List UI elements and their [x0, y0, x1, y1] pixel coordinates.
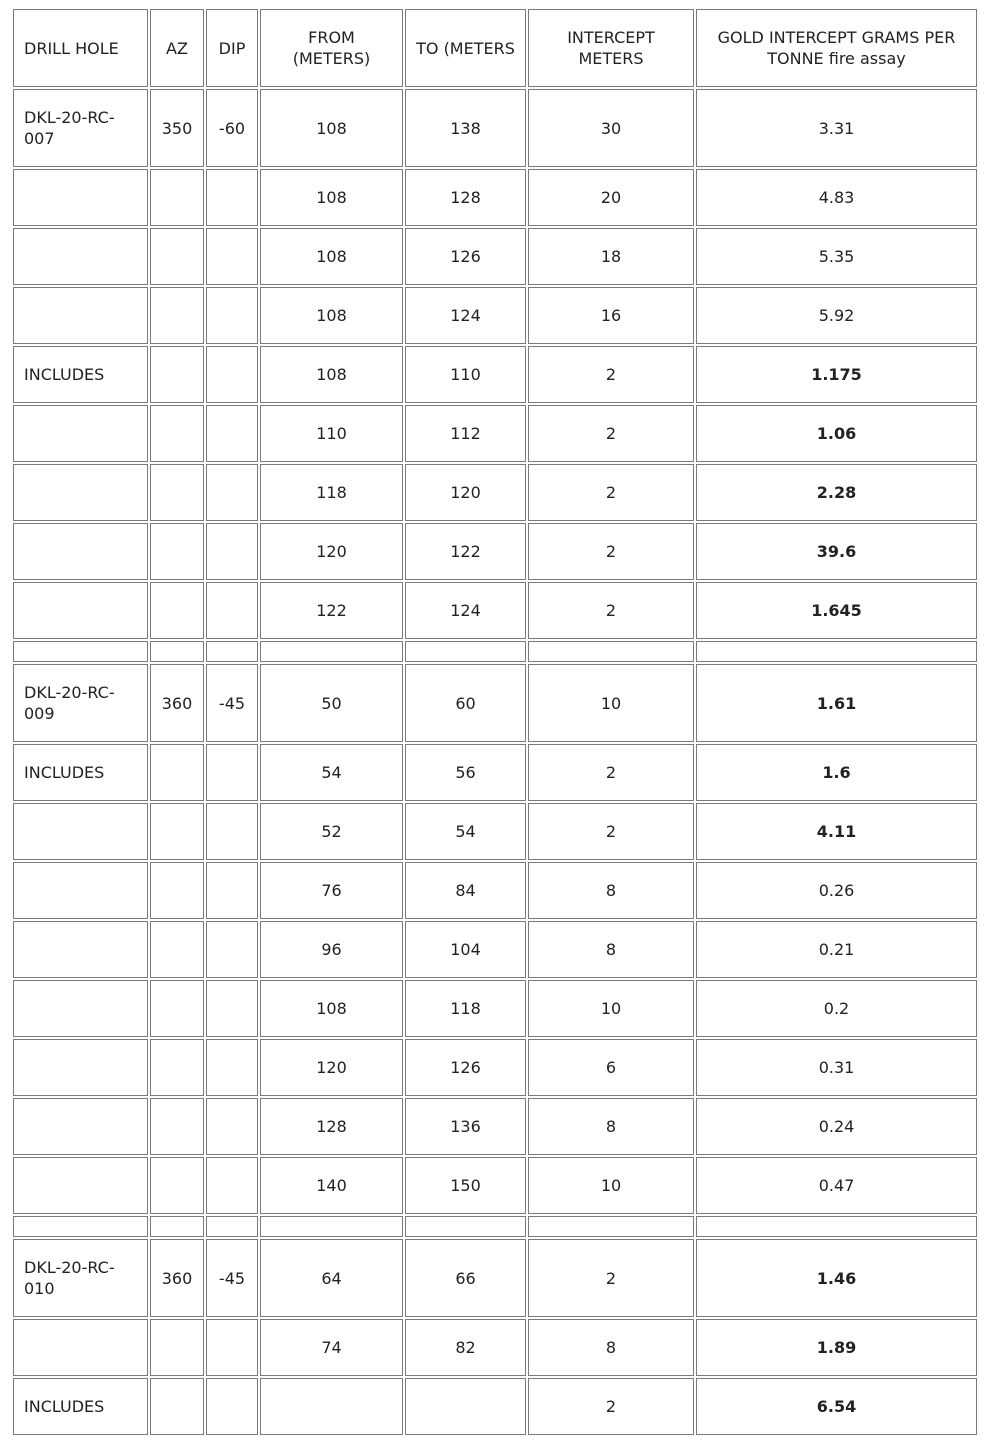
- cell-dip: [206, 744, 258, 801]
- spacer-row: [13, 641, 977, 662]
- cell-from: [260, 1378, 403, 1435]
- cell-intercept: [528, 1216, 694, 1237]
- cell-intercept: 10: [528, 664, 694, 742]
- cell-gold-grade: 1.06: [696, 405, 977, 462]
- cell-dip: -45: [206, 1239, 258, 1317]
- cell-to: 122: [405, 523, 526, 580]
- cell-from: 108: [260, 89, 403, 167]
- cell-dip: [206, 1098, 258, 1155]
- table-row: [13, 1378, 977, 1435]
- cell-from: 118: [260, 464, 403, 521]
- cell-drill-hole: INCLUDES: [13, 346, 148, 403]
- cell-az: [150, 862, 204, 919]
- cell-gold-grade: 6.54: [696, 1378, 977, 1435]
- cell-dip: [206, 464, 258, 521]
- cell-intercept: 2: [528, 523, 694, 580]
- cell-drill-hole: [13, 582, 148, 639]
- cell-az: [150, 1039, 204, 1096]
- cell-dip: [206, 287, 258, 344]
- cell-drill-hole: [13, 287, 148, 344]
- cell-to: 150: [405, 1157, 526, 1214]
- table-row: [13, 744, 977, 801]
- spacer-row: [13, 1216, 977, 1237]
- cell-dip: [206, 1216, 258, 1237]
- cell-from: 96: [260, 921, 403, 978]
- cell-intercept: 20: [528, 169, 694, 226]
- header-row: [13, 9, 977, 87]
- cell-az: [150, 523, 204, 580]
- cell-from: 50: [260, 664, 403, 742]
- cell-az: [150, 803, 204, 860]
- cell-gold-grade: 1.6: [696, 744, 977, 801]
- cell-az: [150, 346, 204, 403]
- cell-drill-hole: [13, 921, 148, 978]
- cell-dip: -45: [206, 664, 258, 742]
- cell-to: 82: [405, 1319, 526, 1376]
- cell-intercept: 2: [528, 582, 694, 639]
- cell-drill-hole: DKL-20-RC-007: [13, 89, 148, 167]
- cell-drill-hole: [13, 862, 148, 919]
- cell-from: 108: [260, 346, 403, 403]
- cell-az: [150, 464, 204, 521]
- cell-to: 120: [405, 464, 526, 521]
- header-to: TO (METERS: [405, 9, 526, 87]
- cell-intercept: 2: [528, 1239, 694, 1317]
- assay-results: [11, 7, 979, 1437]
- cell-gold-grade: 1.175: [696, 346, 977, 403]
- cell-drill-hole: DKL-20-RC-009: [13, 664, 148, 742]
- cell-to: [405, 1378, 526, 1435]
- cell-drill-hole: INCLUDES: [13, 744, 148, 801]
- table-row: [13, 405, 977, 462]
- cell-from: [260, 1216, 403, 1237]
- cell-gold-grade: 4.11: [696, 803, 977, 860]
- table-row: [13, 169, 977, 226]
- cell-dip: [206, 1039, 258, 1096]
- cell-to: 84: [405, 862, 526, 919]
- cell-gold-grade: 0.47: [696, 1157, 977, 1214]
- table-row: [13, 228, 977, 285]
- cell-to: [405, 1216, 526, 1237]
- cell-gold-grade: 1.645: [696, 582, 977, 639]
- table-row: [13, 1039, 977, 1096]
- table-row: [13, 921, 977, 978]
- cell-to: 128: [405, 169, 526, 226]
- cell-dip: [206, 169, 258, 226]
- cell-dip: -60: [206, 89, 258, 167]
- cell-drill-hole: INCLUDES: [13, 1378, 148, 1435]
- cell-az: [150, 1378, 204, 1435]
- cell-intercept: 2: [528, 346, 694, 403]
- header-from: FROM (METERS): [260, 9, 403, 87]
- cell-to: 124: [405, 287, 526, 344]
- cell-drill-hole: [13, 1216, 148, 1237]
- table-row: [13, 664, 977, 742]
- cell-to: 110: [405, 346, 526, 403]
- cell-from: 140: [260, 1157, 403, 1214]
- cell-gold-grade: 0.31: [696, 1039, 977, 1096]
- header-az: AZ: [150, 9, 204, 87]
- cell-drill-hole: [13, 980, 148, 1037]
- cell-intercept: 2: [528, 744, 694, 801]
- cell-dip: [206, 862, 258, 919]
- cell-drill-hole: [13, 641, 148, 662]
- cell-from: 120: [260, 1039, 403, 1096]
- cell-intercept: 10: [528, 980, 694, 1037]
- cell-drill-hole: [13, 169, 148, 226]
- cell-from: 120: [260, 523, 403, 580]
- cell-from: 128: [260, 1098, 403, 1155]
- cell-to: 118: [405, 980, 526, 1037]
- cell-from: 52: [260, 803, 403, 860]
- table-row: [13, 89, 977, 167]
- cell-gold-grade: 0.2: [696, 980, 977, 1037]
- cell-intercept: 8: [528, 1319, 694, 1376]
- cell-az: [150, 921, 204, 978]
- cell-dip: [206, 980, 258, 1037]
- cell-to: 124: [405, 582, 526, 639]
- header-intercept: INTERCEPT METERS: [528, 9, 694, 87]
- cell-dip: [206, 803, 258, 860]
- cell-intercept: [528, 641, 694, 662]
- cell-to: [405, 641, 526, 662]
- cell-drill-hole: [13, 1319, 148, 1376]
- table-row: [13, 980, 977, 1037]
- cell-dip: [206, 582, 258, 639]
- cell-gold-grade: 0.21: [696, 921, 977, 978]
- cell-dip: [206, 523, 258, 580]
- cell-from: 76: [260, 862, 403, 919]
- cell-to: 104: [405, 921, 526, 978]
- cell-to: 126: [405, 1039, 526, 1096]
- cell-to: 66: [405, 1239, 526, 1317]
- cell-intercept: 6: [528, 1039, 694, 1096]
- table-row: [13, 1098, 977, 1155]
- cell-gold-grade: [696, 1216, 977, 1237]
- header-drill-hole: DRILL HOLE: [13, 9, 148, 87]
- cell-to: 54: [405, 803, 526, 860]
- cell-az: [150, 980, 204, 1037]
- cell-to: 136: [405, 1098, 526, 1155]
- cell-from: 110: [260, 405, 403, 462]
- cell-to: 60: [405, 664, 526, 742]
- cell-gold-grade: 2.28: [696, 464, 977, 521]
- table-row: [13, 803, 977, 860]
- cell-az: [150, 169, 204, 226]
- cell-gold-grade: 1.46: [696, 1239, 977, 1317]
- table-row: [13, 1157, 977, 1214]
- cell-intercept: 2: [528, 1378, 694, 1435]
- cell-from: [260, 641, 403, 662]
- cell-drill-hole: [13, 1157, 148, 1214]
- cell-drill-hole: [13, 803, 148, 860]
- cell-dip: [206, 346, 258, 403]
- cell-dip: [206, 921, 258, 978]
- cell-gold-grade: 1.89: [696, 1319, 977, 1376]
- cell-dip: [206, 405, 258, 462]
- header-dip: DIP: [206, 9, 258, 87]
- cell-drill-hole: [13, 464, 148, 521]
- cell-from: 122: [260, 582, 403, 639]
- cell-from: 108: [260, 287, 403, 344]
- table-row: [13, 523, 977, 580]
- cell-az: 360: [150, 664, 204, 742]
- cell-dip: [206, 1157, 258, 1214]
- cell-gold-grade: 3.31: [696, 89, 977, 167]
- table-row: [13, 287, 977, 344]
- cell-dip: [206, 641, 258, 662]
- cell-az: [150, 405, 204, 462]
- table-body: [13, 89, 977, 1435]
- cell-intercept: 2: [528, 405, 694, 462]
- drill-results-table: [11, 7, 979, 1437]
- header-gold-grade: GOLD INTERCEPT GRAMS PER TONNE fire assay: [696, 9, 977, 87]
- cell-intercept: 2: [528, 464, 694, 521]
- cell-to: 112: [405, 405, 526, 462]
- cell-intercept: 8: [528, 862, 694, 919]
- table-row: [13, 346, 977, 403]
- table-row: [13, 1239, 977, 1317]
- cell-gold-grade: 39.6: [696, 523, 977, 580]
- cell-to: 126: [405, 228, 526, 285]
- cell-az: [150, 744, 204, 801]
- cell-gold-grade: 5.35: [696, 228, 977, 285]
- cell-intercept: 8: [528, 1098, 694, 1155]
- cell-az: [150, 1157, 204, 1214]
- cell-az: [150, 1216, 204, 1237]
- cell-drill-hole: [13, 523, 148, 580]
- cell-gold-grade: [696, 641, 977, 662]
- cell-az: [150, 1319, 204, 1376]
- cell-from: 108: [260, 980, 403, 1037]
- cell-intercept: 16: [528, 287, 694, 344]
- cell-intercept: 30: [528, 89, 694, 167]
- cell-drill-hole: [13, 405, 148, 462]
- cell-intercept: 18: [528, 228, 694, 285]
- table-row: [13, 1319, 977, 1376]
- cell-gold-grade: 1.61: [696, 664, 977, 742]
- cell-az: 360: [150, 1239, 204, 1317]
- table-row: [13, 862, 977, 919]
- cell-intercept: 8: [528, 921, 694, 978]
- cell-to: 56: [405, 744, 526, 801]
- cell-dip: [206, 228, 258, 285]
- cell-az: [150, 1098, 204, 1155]
- cell-az: 350: [150, 89, 204, 167]
- cell-gold-grade: 4.83: [696, 169, 977, 226]
- cell-from: 64: [260, 1239, 403, 1317]
- cell-drill-hole: [13, 228, 148, 285]
- cell-az: [150, 582, 204, 639]
- cell-to: 138: [405, 89, 526, 167]
- table-row: [13, 582, 977, 639]
- cell-drill-hole: [13, 1039, 148, 1096]
- table-row: [13, 464, 977, 521]
- cell-from: 108: [260, 228, 403, 285]
- cell-from: 74: [260, 1319, 403, 1376]
- cell-intercept: 10: [528, 1157, 694, 1214]
- cell-gold-grade: 5.92: [696, 287, 977, 344]
- cell-gold-grade: 0.26: [696, 862, 977, 919]
- cell-dip: [206, 1319, 258, 1376]
- cell-from: 54: [260, 744, 403, 801]
- cell-dip: [206, 1378, 258, 1435]
- cell-from: 108: [260, 169, 403, 226]
- cell-az: [150, 641, 204, 662]
- cell-drill-hole: DKL-20-RC-010: [13, 1239, 148, 1317]
- cell-gold-grade: 0.24: [696, 1098, 977, 1155]
- cell-drill-hole: [13, 1098, 148, 1155]
- cell-intercept: 2: [528, 803, 694, 860]
- cell-az: [150, 228, 204, 285]
- cell-az: [150, 287, 204, 344]
